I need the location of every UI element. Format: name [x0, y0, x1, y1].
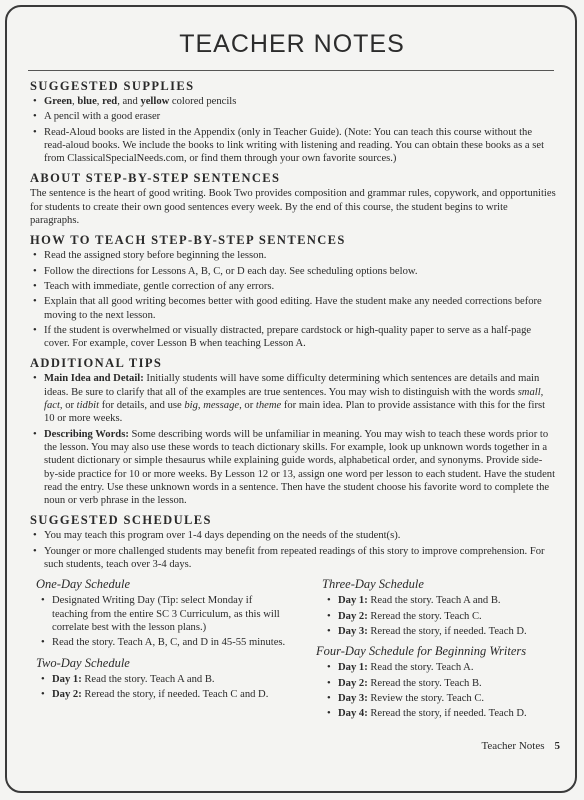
day-label: Day 2: [338, 677, 368, 689]
list-item [338, 692, 556, 705]
list-item [338, 594, 556, 607]
page-title: TEACHER NOTES [179, 30, 405, 58]
list-item [338, 625, 556, 638]
tip-text: or [241, 400, 256, 412]
title-divider [28, 70, 554, 71]
tip-example: big, message, [184, 400, 242, 412]
schedule-columns [30, 575, 556, 722]
day-label: Day 1: [338, 662, 368, 674]
about-text: The sentence is the heart of good writing. Book Two provides composition and grammar rules, copywork, and opportunities for students to create their own good sentences every week. By the end of this course, the student begins to write paragraphs. [30, 188, 556, 227]
list-item [52, 688, 290, 701]
day-text: Reread the story, if needed. Teach D. [367, 708, 527, 720]
three-day-title: Three-Day Schedule [322, 577, 424, 592]
schedule-column-left [30, 575, 290, 722]
day-text: Read the story. Teach A and B. [81, 673, 215, 685]
tip-text: for main idea. Plan to provide assistance with this for the first 10 or more weeks. [44, 400, 546, 425]
tips-heading: ADDITIONAL TIPS [30, 356, 163, 371]
tip-text: for details, and use [99, 400, 185, 412]
list-item: • Younger or more challenged students may benefit from repeated readings of this story to improve comprehension. For such students, teach over 3-4 days. [44, 545, 556, 572]
schedules-heading: SUGGESTED SCHEDULES [30, 513, 212, 528]
day-text: Reread the story. Teach B. [367, 677, 482, 689]
list-item [338, 610, 556, 623]
day-label: Day 3: [338, 625, 368, 637]
page-footer [0, 740, 560, 752]
color-word: blue [77, 96, 97, 107]
list-item: • Read the story. Teach A, B, C, and D in 45-55 minutes. [52, 636, 290, 649]
conjunction: and [122, 96, 138, 107]
schedules-list [30, 529, 556, 571]
day-text: Review the story. Teach C. [367, 692, 485, 704]
day-label: Day 2: [52, 688, 82, 700]
list-item: • You may teach this program over 1-4 days depending on the needs of the student(s). [44, 529, 556, 542]
about-heading: ABOUT STEP-BY-STEP SENTENCES [30, 171, 281, 186]
list-item [44, 372, 556, 425]
day-text: Read the story. Teach A. [367, 662, 474, 674]
howto-heading: HOW TO TEACH STEP-BY-STEP SENTENCES [30, 233, 346, 248]
day-label: Day 3: [338, 692, 368, 704]
list-item: • If the student is overwhelmed or visually distracted, prepare cardstock or high-quality paper to serve as a half-page cover. For example, cover Lesson B when teaching Lesson A. [44, 324, 556, 351]
day-label: Day 4: [338, 708, 368, 720]
tip-example: small, fact, [44, 386, 544, 412]
tips-list [30, 372, 556, 507]
list-item: • Read-Aloud books are listed in the Appendix (only in Teacher Guide). (Note: You can teach this course without the read-aloud books. We include the books to link writing with listening and reading. You can obtain these books as a set from ClassicalSpecialNeeds.com, or find them through your own favorite sources.) [44, 126, 556, 166]
four-day-title: Four-Day Schedule for Beginning Writers [316, 644, 527, 659]
page-number: 5 [554, 740, 560, 752]
supplies-list [30, 95, 556, 165]
color-word: red [102, 96, 118, 107]
tip-label: Describing Words: [44, 428, 129, 440]
list-item [338, 677, 556, 690]
tip-label: Main Idea and Detail: [44, 373, 144, 385]
content [30, 73, 556, 722]
day-text: Reread the story. Teach C. [367, 610, 482, 622]
one-day-title: One-Day Schedule [36, 577, 131, 592]
one-day-list [30, 594, 290, 649]
list-item: • Teach with immediate, gentle correction of any errors. [44, 280, 556, 293]
tip-example: theme [255, 400, 282, 412]
howto-list [30, 249, 556, 350]
tip-example: tidbit [76, 400, 100, 412]
supply-text: colored pencils [169, 96, 237, 107]
list-item: • Explain that all good writing becomes better with good editing. Have the student make any needed corrections before moving to the next lesson. [44, 295, 556, 322]
supplies-heading: SUGGESTED SUPPLIES [30, 79, 195, 93]
list-item: • Designated Writing Day (Tip: select Monday if teaching from the entire SC 3 Curriculum, as this will correlate best with the lesson plans.) [52, 594, 290, 634]
day-label: Day 2: [338, 610, 368, 622]
list-item: • Follow the directions for Lessons A, B, C, or D each day. See scheduling options below. [44, 265, 556, 278]
list-item [44, 428, 556, 508]
list-item: • A pencil with a good eraser [44, 110, 556, 123]
list-item: • Green, blue, red, and yellow colored pencils [44, 95, 556, 108]
three-day-list [316, 594, 556, 638]
list-item [338, 707, 556, 720]
list-item [338, 661, 556, 674]
day-label: Day 1: [338, 595, 368, 607]
list-item [52, 673, 290, 686]
tip-text: or [62, 400, 77, 412]
tip-text: Some describing words will be unfamiliar in meaning. You may wish to teach these words prior to the lesson. You may also use these words to teach dictionary skills. For example, look up unknown words together in a student dictionary or simple thesaurus while explaining guide words, alphabetical order, and synonyms. Provide side-by-side practice for 10 or more weeks. By Lesson 12 or 13, assign one word per lesson to each student. Have the student read the entry. Use these unknown words in a sentence. Then have the student choose his favorite word to complete the noun or verb phrase in the lesson. [44, 428, 556, 507]
four-day-list [316, 661, 556, 720]
day-text: Read the story. Teach A and B. [367, 595, 501, 607]
color-word: yellow [140, 96, 170, 107]
list-item: • Read the assigned story before beginning the lesson. [44, 249, 556, 262]
color-word: Green [44, 96, 73, 107]
day-label: Day 1: [52, 673, 82, 685]
schedule-column-right [316, 575, 556, 722]
day-text: Reread the story, if needed. Teach C and D. [81, 688, 269, 700]
day-text: Reread the story, if needed. Teach D. [367, 625, 527, 637]
two-day-list [30, 673, 290, 702]
tip-text: Initially students will have some difficulty determining which sentences are details and main ideas. Be sure to clarify that all of the examples are true sentences. You may wish to distinguish with the words [44, 373, 540, 398]
footer-label: Teacher Notes [481, 740, 545, 752]
two-day-title: Two-Day Schedule [36, 655, 130, 670]
